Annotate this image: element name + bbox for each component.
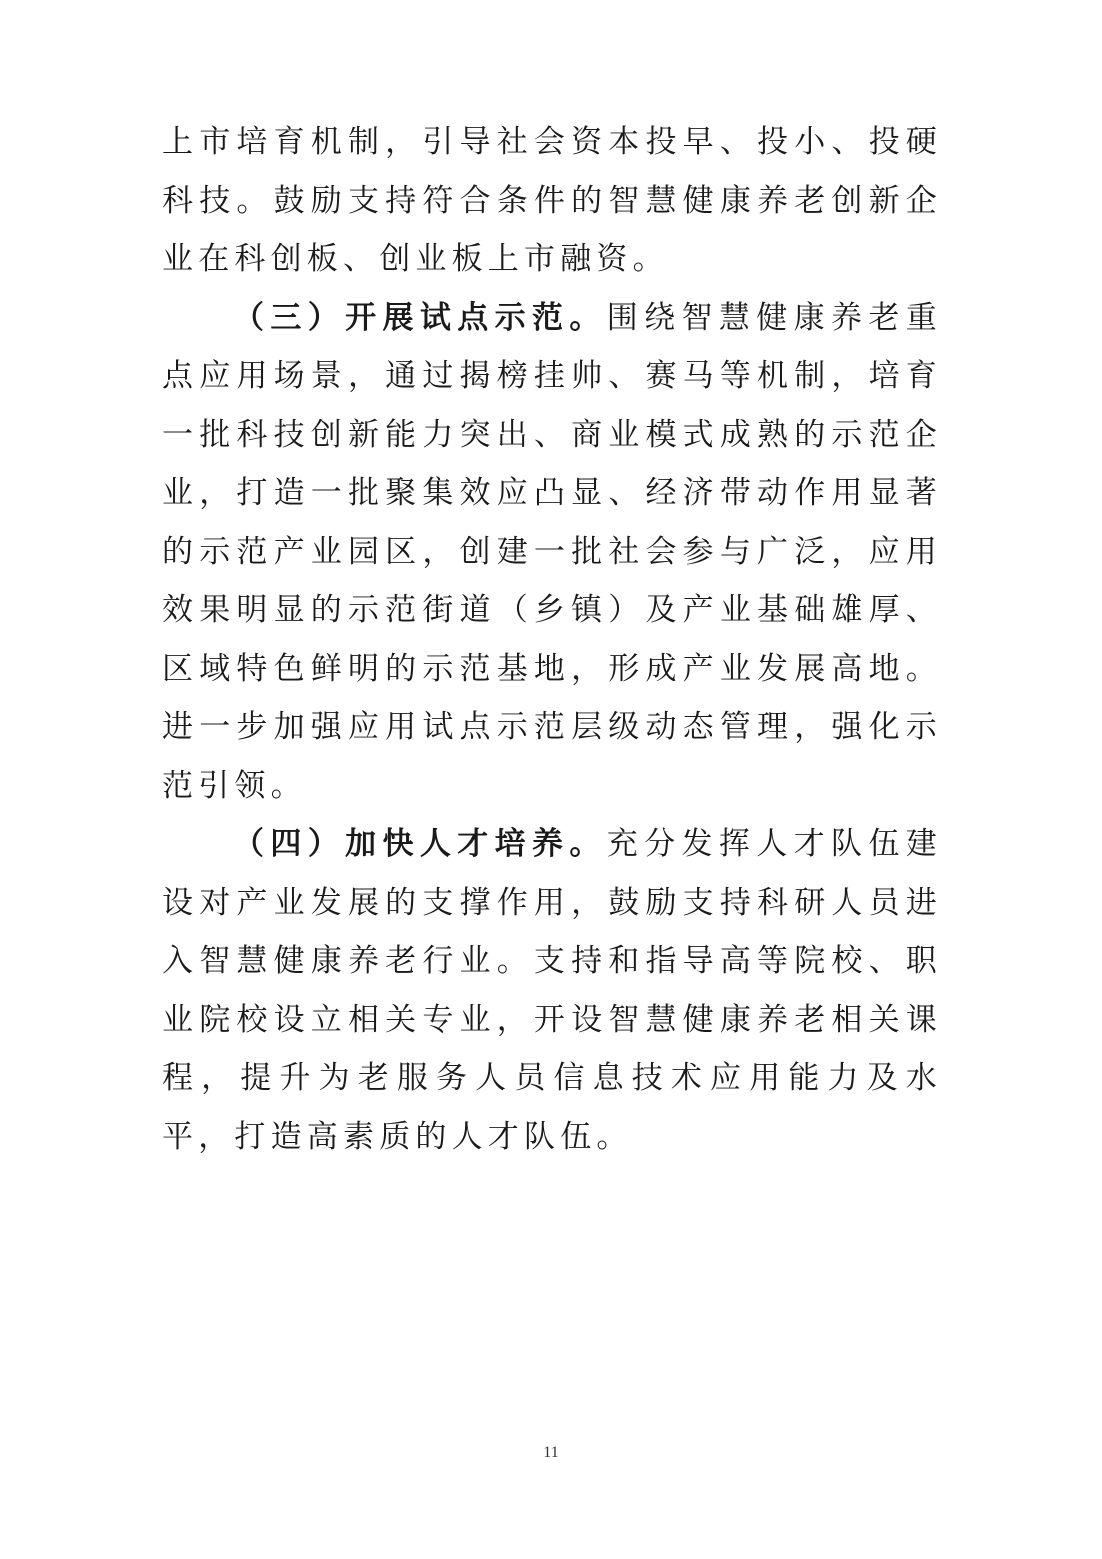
paragraph-text: 上市培育机制，引导社会资本投早、投小、投硬科技。鼓励支持符合条件的智慧健康养老创新企业在科创板、创业板上市融资。: [162, 124, 942, 277]
document-body: [162, 113, 942, 1166]
paragraph-text: 围绕智慧健康养老重点应用场景，通过揭榜挂帅、赛马等机制，培育一批科技创新能力突出、商业模式成熟的示范企业，打造一批聚集效应凸显、经济带动作用显著的示范产业园区，创建一批社会参与广泛，应用效果明显的示范街道（乡镇）及产业基础雄厚、区域特色鲜明的示范基地，形成产业发展高地。进一步加强应用试点示范层级动态管理，强化示范引领。: [162, 299, 942, 804]
paragraph-pilot-demonstration: [162, 289, 942, 816]
page-number: 11: [543, 1444, 559, 1461]
paragraph-talent-training: [162, 815, 942, 1166]
section-heading-talent: （四）加快人才培养。: [233, 826, 607, 862]
paragraph-continuation: [162, 113, 942, 289]
section-heading-pilot: （三）开展试点示范。: [233, 299, 607, 336]
paragraph-text: 充分发挥人才队伍建设对产业发展的支撑作用，鼓励支持科研人员进入智慧健康养老行业。支持和指导高等院校、职业院校设立相关专业，开设智慧健康养老相关课程，提升为老服务人员信息技术应用能力及水平，打造高素质的人才队伍。: [162, 826, 942, 1155]
